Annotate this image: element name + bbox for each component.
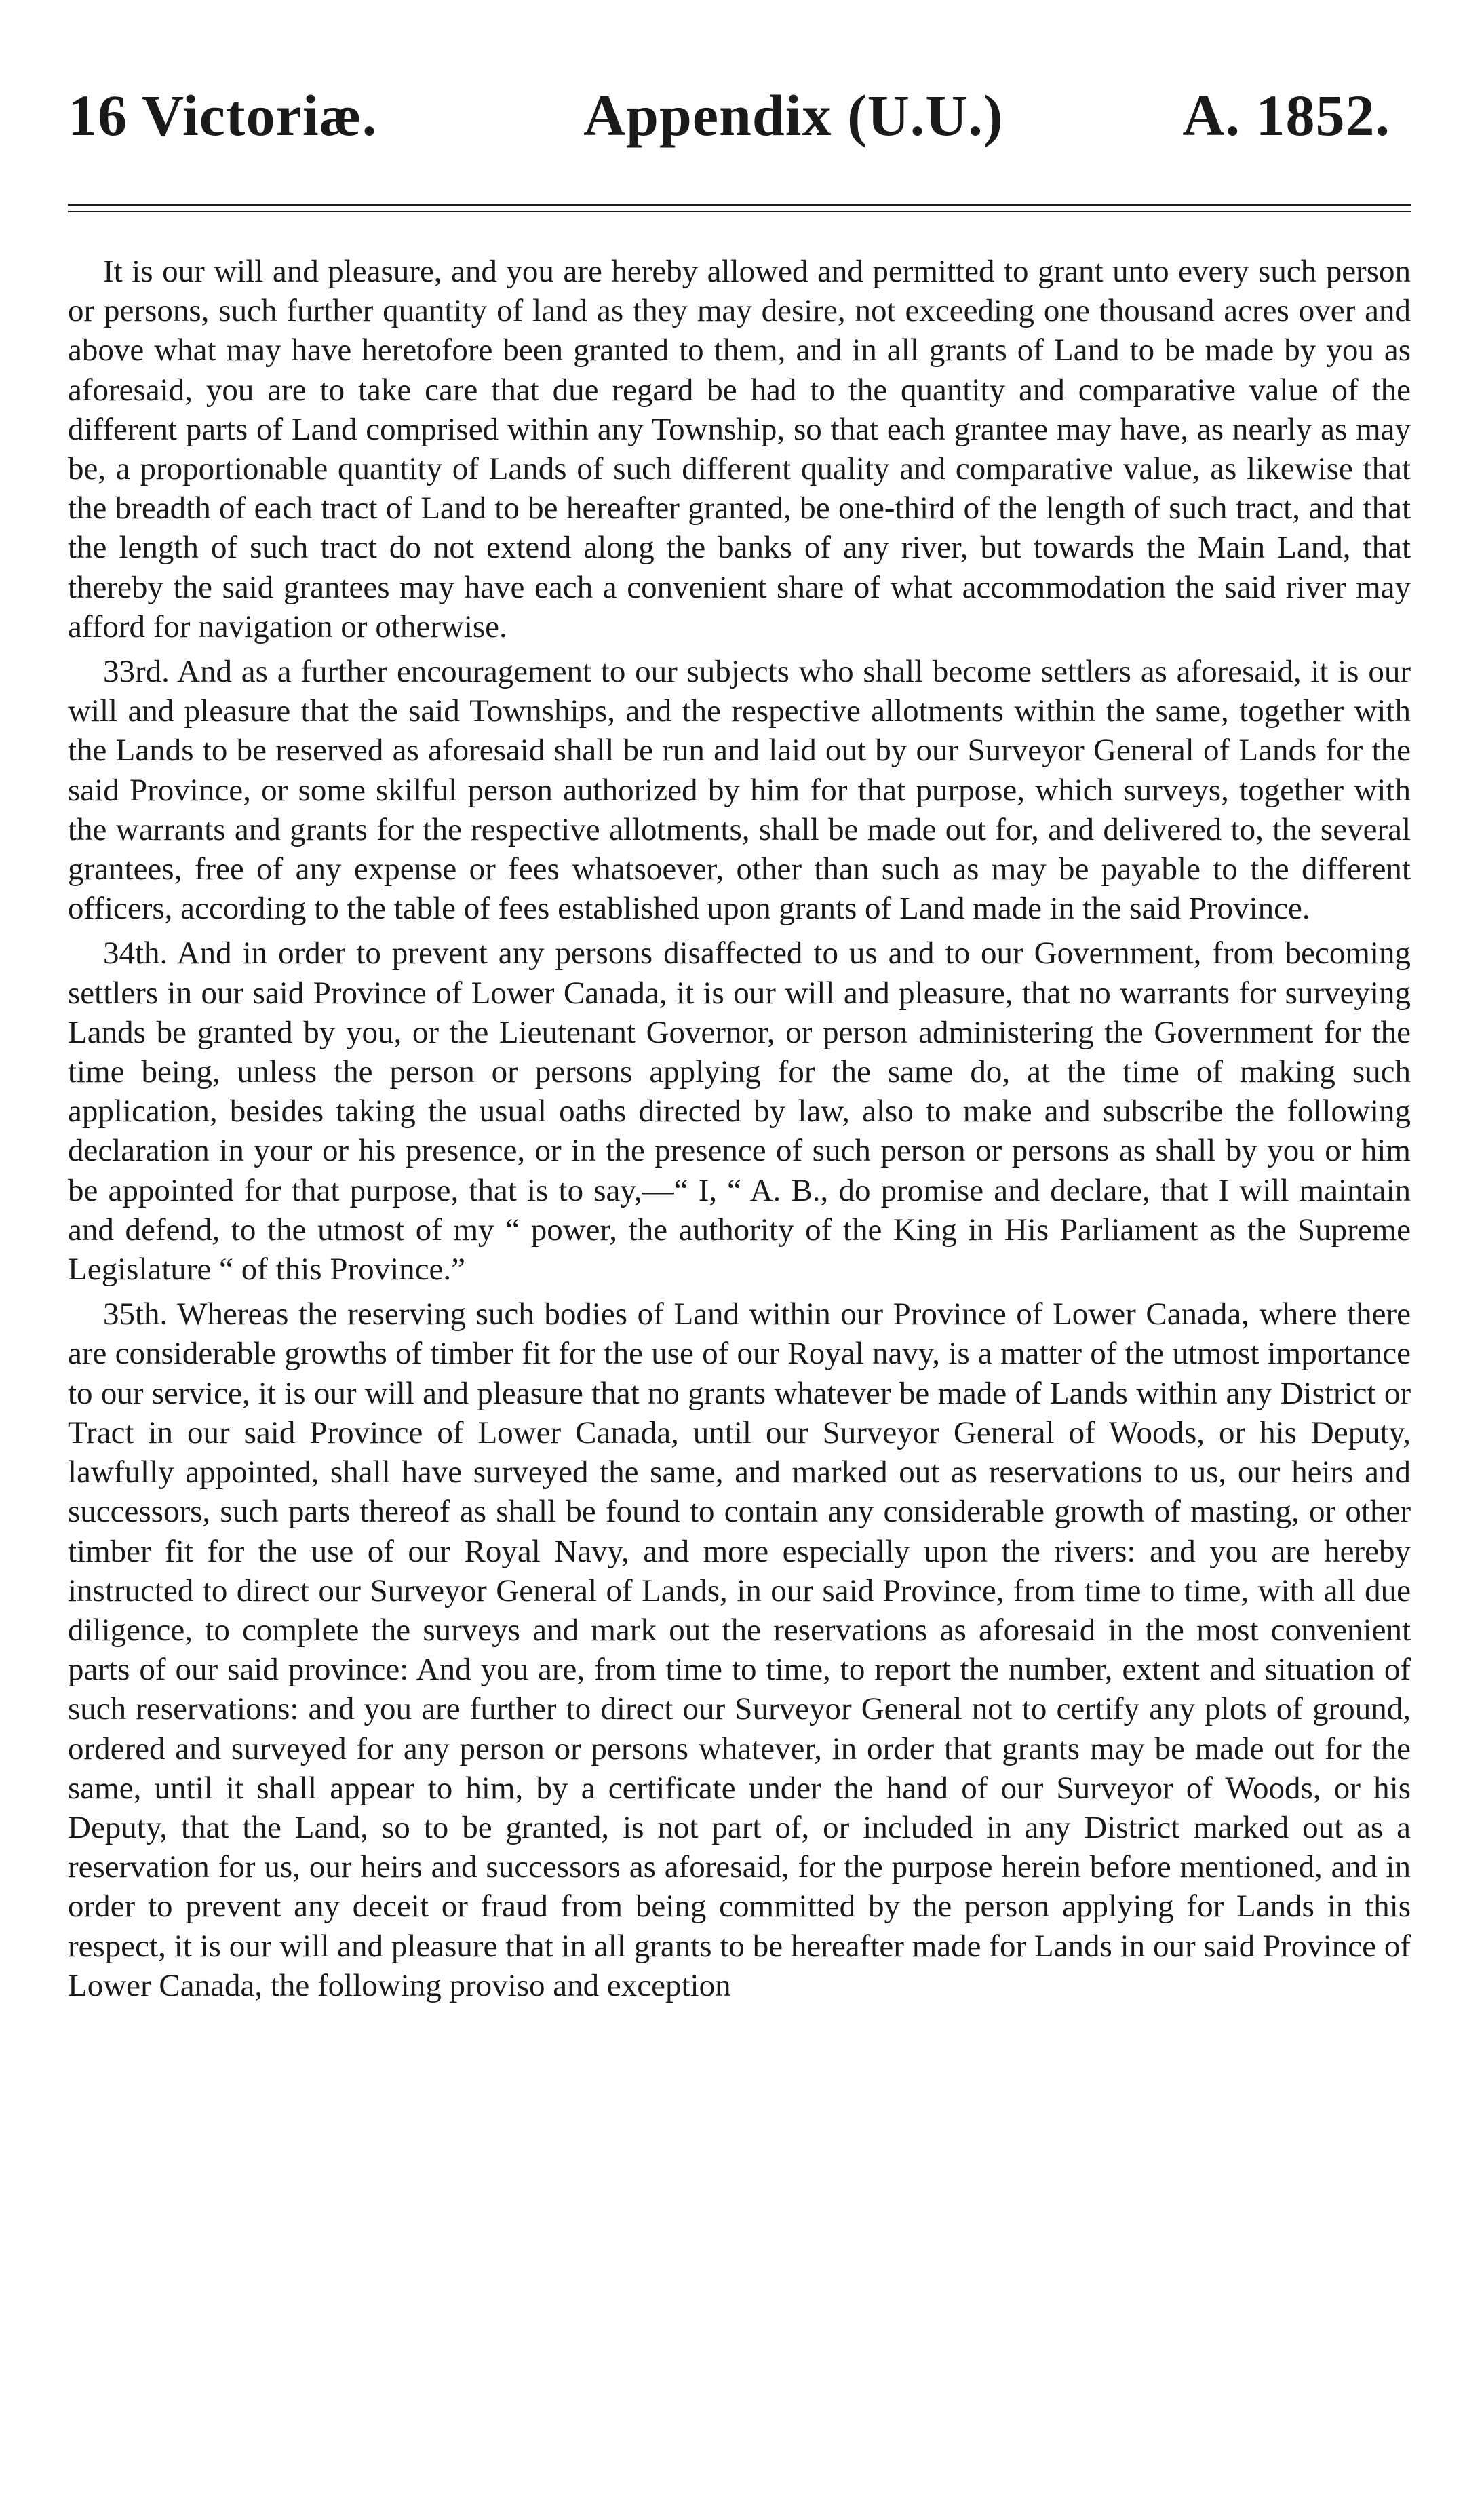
header-session: 16 Victoriæ. (68, 83, 378, 148)
page-header (68, 81, 1411, 183)
paragraph-34th (68, 933, 1411, 1289)
paragraph-text: And as a further encouragement to our subjects who shall become settlers as aforesaid, it is our will and pleasure that the said Townships, and the respective allotments within the same, together with the Lands to be reserved as aforesaid shall be run and laid out by our Surveyor General of Lands for the said Province, or some skilful person authorized by him for that purpose, which surveys, together with the warrants and grants for the respective allotments, shall be made out for, and delivered to, the several grantees, free of any expense or fees whatsoever, other than such as may be payable to the different officers, according to the table of fees established upon grants of Land made in the said Province. (68, 654, 1411, 927)
document-page (68, 81, 1411, 2456)
paragraph-text: And in order to prevent any persons disaffected to us and to our Government, from becoming settlers in our said Province of Lower Canada, it is our will and pleasure, that no warrants for surveying Lands be granted by you, or the Lieutenant Governor, or person administering the Government for the time being, unless the person or persons applying for the same do, at the time of making such application, besides taking the usual oaths directed by law, also to make and subscribe the following declaration in your or his presence, or in the presence of such person or persons as shall by you or him be appointed for that purpose, that is to say,—“ I, “ A. B., do promise and declare, that I will maintain and defend, to the utmost of my “ power, the authority of the King in His Parliament as the Supreme Legislature “ of this Province.” (68, 935, 1411, 1288)
paragraph-number: 35th. (103, 1296, 168, 1332)
header-appendix: Appendix (U.U.) (583, 83, 1004, 148)
paragraph-33rd (68, 652, 1411, 928)
body-text (68, 252, 1411, 2005)
header-rule (68, 204, 1411, 212)
header-year: A. 1852. (1182, 83, 1390, 148)
paragraph-number: 34th. (103, 935, 168, 971)
paragraph-number: 33rd. (103, 654, 170, 690)
paragraph-35th (68, 1294, 1411, 2005)
paragraph-continued (68, 252, 1411, 647)
paragraph-text: It is our will and pleasure, and you are hereby allowed and permitted to grant unto every such person or persons, such further quantity of land as they may desire, not exceeding one thousand acres over and above what may have heretofore been granted to them, and in all grants of Land to be made by you as aforesaid, you are to take care that due regard be had to the quantity and comparative value of the different parts of Land comprised within any Township, so that each grantee may have, as nearly as may be, a proportionable quantity of Lands of such different quality and comparative value, as likewise that the breadth of each tract of Land to be hereafter granted, be one-third of the length of such tract, and that the length of such tract do not extend along the banks of any river, but towards the Main Land, that thereby the said grantees may have each a convenient share of what accommodation the said river may afford for navigation or otherwise. (68, 254, 1411, 644)
paragraph-text: Whereas the reserving such bodies of Land within our Province of Lower Canada, where there are considerable growths of timber fit for the use of our Royal navy, is a matter of the utmost importance to our service, it is our will and pleasure that no grants whatever be made of Lands within any District or Tract in our said Province of Lower Canada, until our Surveyor General of Woods, or his Deputy, lawfully appointed, shall have surveyed the same, and marked out as reservations to us, our heirs and successors, such parts thereof as shall be found to contain any considerable growth of masting, or other timber fit for the use of our Royal Navy, and more especially upon the rivers: and you are hereby instructed to direct our Surveyor General of Lands, in our said Province, from time to time, with all due diligence, to complete the surveys and mark out the reservations as aforesaid in the most convenient parts of our said province: And you are, from time to time, to report the number, extent and situation of such reservations: and you are further to direct our Surveyor General not to certify any plots of ground, ordered and surveyed for any person or persons whatever, in order that grants may be made out for the same, until it shall appear to him, by a certificate under the hand of our Surveyor of Woods, or his Deputy, that the Land, so to be granted, is not part of, or included in any District marked out as a reservation for us, our heirs and successors as aforesaid, for the purpose herein before mentioned, and in order to prevent any deceit or fraud from being committed by the person applying for Lands in this respect, it is our will and pleasure that in all grants to be hereafter made for Lands in our said Province of Lower Canada, the following proviso and exception (68, 1296, 1411, 2003)
